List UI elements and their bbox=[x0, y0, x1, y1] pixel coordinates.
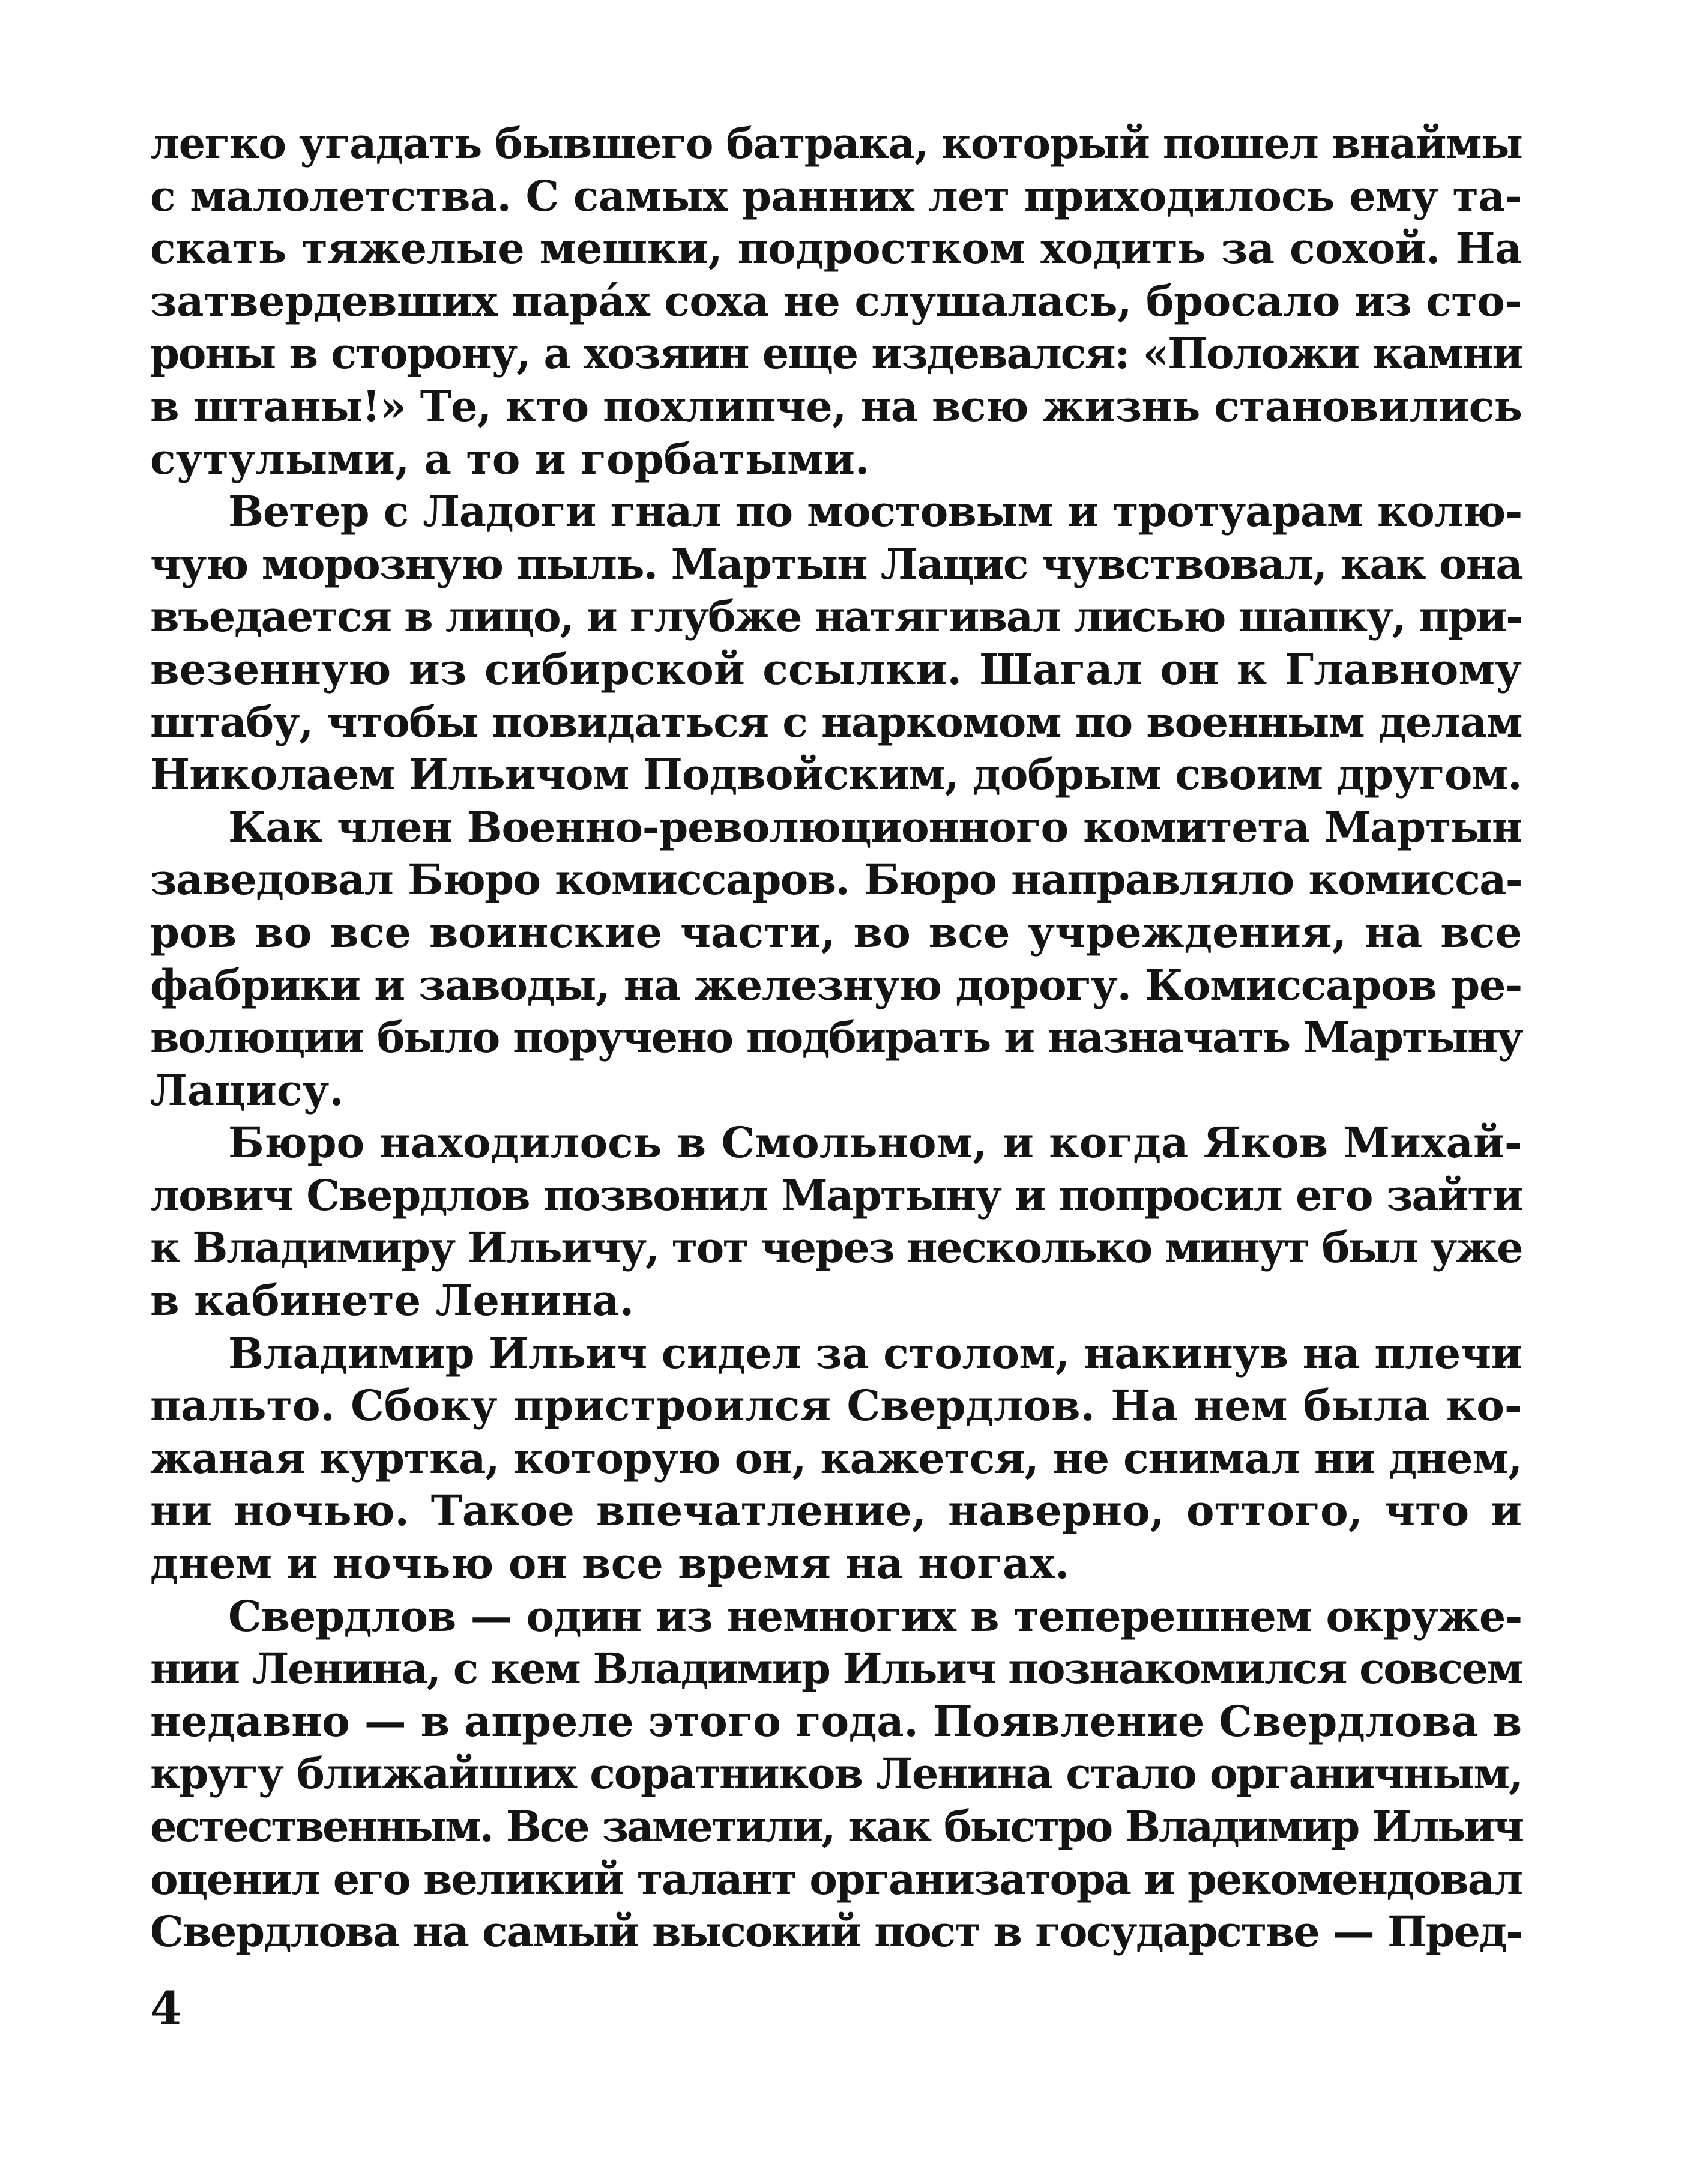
text-line: въедается в лицо, и глубже натягивал лисью шапку, при- bbox=[150, 591, 1522, 642]
text-line: к Владимиру Ильичу, тот через несколько минут был уже bbox=[150, 1223, 1522, 1273]
text-line: жаная куртка, которую он, кажется, не снимал ни днем, bbox=[150, 1433, 1522, 1483]
paragraph bbox=[150, 1327, 1522, 1590]
text-line: с малолетства. С самых ранних лет приходилось ему та- bbox=[150, 171, 1522, 221]
text-line: Как член Военно-революционного комитета Мартын bbox=[228, 802, 1522, 852]
text-line: ни ночью. Такое впечатление, наверно, оттого, что и bbox=[150, 1486, 1522, 1536]
text-line: заведовал Бюро комиссаров. Бюро направляло комисса- bbox=[150, 855, 1522, 905]
text-line: лович Свердлов позвонил Мартыну и попросил его зайти bbox=[150, 1170, 1522, 1220]
text-line: естественным. Все заметили, как быстро Владимир Ильич bbox=[150, 1801, 1522, 1851]
paragraph bbox=[150, 1116, 1522, 1326]
text-line: Владимир Ильич сидел за столом, накинув на плечи bbox=[228, 1328, 1522, 1378]
text-line: Свердлова на самый высокий пост в государстве — Пред- bbox=[150, 1907, 1522, 1957]
text-line: в штаны!» Те, кто похлипче, на всю жизнь становились bbox=[150, 381, 1523, 431]
text-line: Ветер с Ладоги гнал по мостовым и тротуарам колю- bbox=[228, 486, 1522, 537]
text-line: чую морозную пыль. Мартын Лацис чувствовал, как она bbox=[150, 539, 1522, 589]
text-line: везенную из сибирской ссылки. Шагал он к Главному bbox=[150, 644, 1522, 694]
text-line: Бюро находилось в Смольном, и когда Яков Михай- bbox=[228, 1118, 1522, 1168]
paragraph bbox=[150, 117, 1522, 485]
page-number: 4 bbox=[150, 1982, 182, 2035]
text-line: сутулыми, а то и горбатыми. bbox=[150, 434, 870, 484]
text-line: кругу ближайших соратников Ленина стало органичным, bbox=[150, 1749, 1522, 1799]
paragraph bbox=[150, 1590, 1522, 1958]
text-line: легко угадать бывшего батрака, который пошел внаймы bbox=[150, 118, 1523, 168]
text-line: оценил его великий талант организатора и рекомендовал bbox=[150, 1854, 1522, 1904]
text-line: днем и ночью он все время на ногах. bbox=[150, 1538, 1070, 1589]
text-line: роны в сторону, а хозяин еще издевался: «Положи камни bbox=[150, 328, 1522, 379]
text-line: штабу, чтобы повидаться с наркомом по военным делам bbox=[150, 697, 1522, 747]
paragraph bbox=[150, 801, 1522, 1117]
text-line: Лацису. bbox=[150, 1065, 344, 1115]
text-line: Николаем Ильичом Подвойским, добрым своим другом. bbox=[150, 749, 1522, 800]
text-line: нии Ленина, с кем Владимир Ильич познакомился совсем bbox=[150, 1644, 1522, 1694]
text-line: в кабинете Ленина. bbox=[150, 1275, 635, 1326]
body-text bbox=[150, 117, 1522, 1958]
text-line: пальто. Сбоку пристроился Свердлов. На нем была ко- bbox=[150, 1381, 1522, 1431]
text-line: ров во все воинские части, во все учреждения, на все bbox=[150, 907, 1522, 957]
text-line: фабрики и заводы, на железную дорогу. Комиссаров ре- bbox=[150, 960, 1522, 1010]
text-line: затвердевших пара́х соха не слушалась, бросало из сто- bbox=[150, 276, 1522, 326]
text-line: волюции было поручено подбирать и назначать Мартыну bbox=[150, 1012, 1522, 1063]
text-line: скать тяжелые мешки, подростком ходить за сохой. На bbox=[150, 223, 1522, 274]
text-line: недавно — в апреле этого года. Появление Свердлова в bbox=[150, 1696, 1523, 1746]
text-line: Свердлов — один из немногих в теперешнем окруже- bbox=[228, 1591, 1522, 1641]
paragraph bbox=[150, 485, 1522, 801]
